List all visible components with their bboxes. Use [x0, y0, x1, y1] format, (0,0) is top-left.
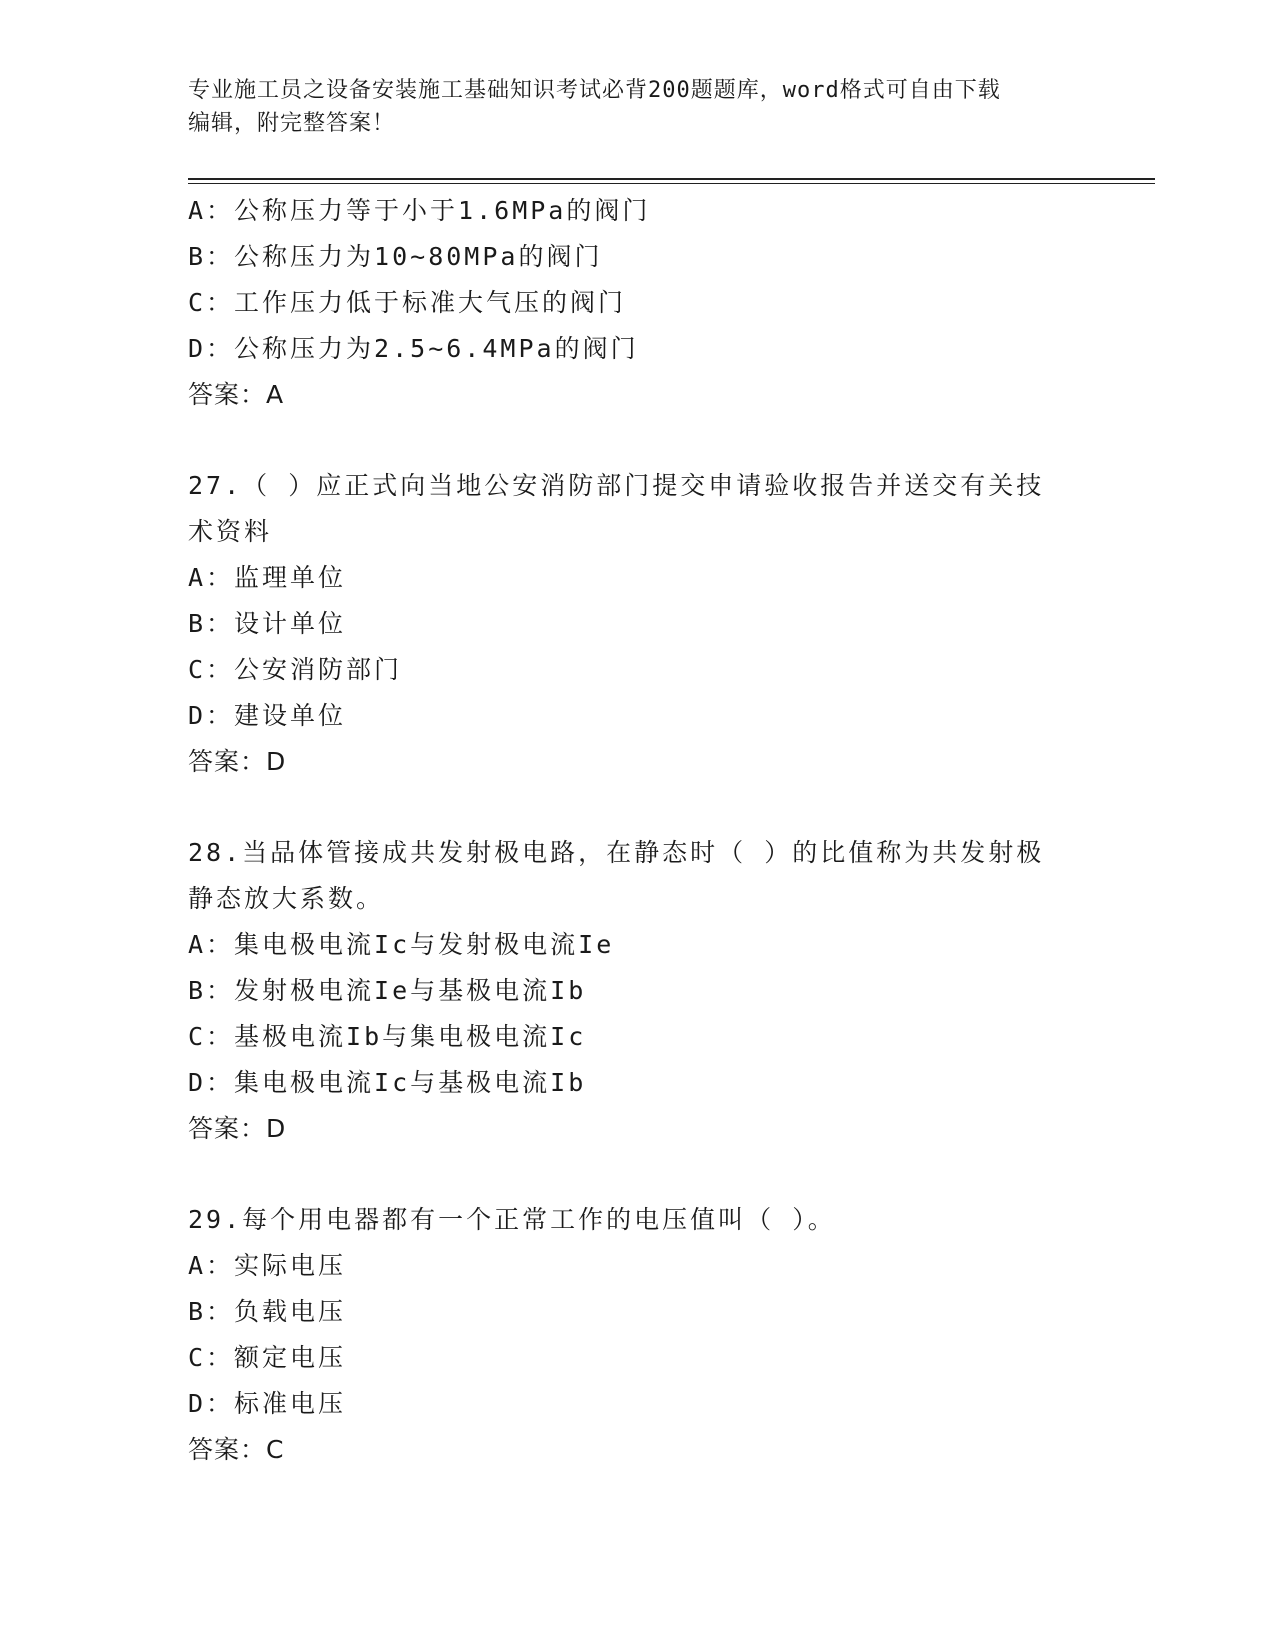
question-text: 29.每个用电器都有一个正常工作的电压值叫（ ）。 [188, 1205, 836, 1234]
question-27 [188, 463, 1068, 785]
answer: 答案：C [188, 1435, 285, 1464]
header-line-1: 专业施工员之设备安装施工基础知识考试必背200题题库，word格式可自由下载 [188, 78, 1001, 103]
option-a: A：实际电压 [188, 1251, 347, 1280]
question-text-continued: 术资料 [188, 517, 273, 546]
header-divider-thick [188, 178, 1155, 180]
answer: 答案：D [188, 747, 287, 776]
header-line-2: 编辑，附完整答案！ [188, 111, 396, 136]
question-text: 27.（ ）应正式向当地公安消防部门提交申请验收报告并送交有关技 [188, 471, 1045, 500]
option-b: B：发射极电流Ie与基极电流Ib [188, 976, 587, 1005]
option-c: C：工作压力低于标准大气压的阀门 [188, 288, 627, 317]
option-c: C：额定电压 [188, 1343, 347, 1372]
option-a: A：公称压力等于小于1.6MPa的阀门 [188, 196, 651, 225]
header-divider-thin [188, 183, 1155, 184]
question-spacer [188, 1152, 1068, 1197]
question-26 [188, 188, 1068, 418]
option-b: B：公称压力为10~80MPa的阀门 [188, 242, 603, 271]
option-c: C：公安消防部门 [188, 655, 403, 684]
answer: 答案：A [188, 380, 285, 409]
option-c: C：基极电流Ib与集电极电流Ic [188, 1022, 587, 1051]
document-header [188, 74, 1088, 140]
option-d: D：集电极电流Ic与基极电流Ib [188, 1068, 587, 1097]
answer: 答案：D [188, 1114, 287, 1143]
option-a: A：监理单位 [188, 563, 347, 592]
option-b: B：负载电压 [188, 1297, 347, 1326]
question-text: 28.当品体管接成共发射极电路，在静态时（ ）的比值称为共发射极 [188, 838, 1045, 867]
option-a: A：集电极电流Ic与发射极电流Ie [188, 930, 615, 959]
option-d: D：公称压力为2.5~6.4MPa的阀门 [188, 334, 639, 363]
question-29 [188, 1197, 1068, 1473]
question-spacer [188, 418, 1068, 463]
option-d: D：建设单位 [188, 701, 347, 730]
question-list [188, 188, 1068, 1473]
question-28 [188, 830, 1068, 1152]
question-spacer [188, 785, 1068, 830]
option-d: D：标准电压 [188, 1389, 347, 1418]
option-b: B：设计单位 [188, 609, 347, 638]
question-text-continued: 静态放大系数。 [188, 884, 385, 913]
